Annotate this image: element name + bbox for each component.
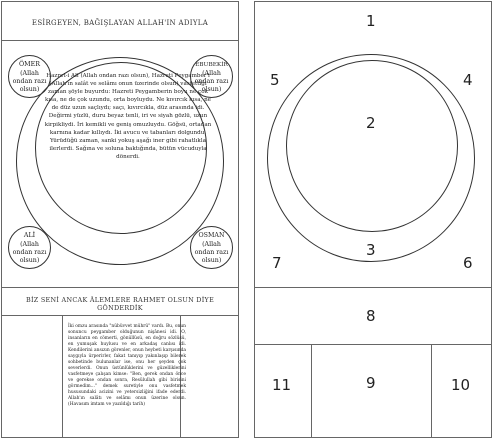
number-9: 9 [366, 374, 376, 392]
page-header: ESİRGEYEN, BAĞIŞLAYAN ALLAH'IN ADIYLA [31, 19, 209, 27]
section-divider-2 [255, 344, 491, 345]
number-10: 10 [451, 376, 471, 394]
corner-name-ebubekir: EBUBEKİR [195, 62, 228, 68]
verse-text: BİZ SENİ ANCAK ÂLEMLERE RAHMET OLSUN DİYE GÖNDERDİK [25, 296, 215, 312]
corner-blessing-osman: (Allah ondan razı olsun) [194, 241, 229, 264]
verse-divider-bottom [2, 315, 238, 316]
box-line-right [431, 344, 432, 437]
corner-circle-osman [190, 226, 233, 269]
corner-name-ali: ALİ [23, 232, 36, 239]
number-11: 11 [272, 376, 292, 394]
number-2: 2 [366, 114, 376, 132]
box-line-left [311, 344, 312, 437]
number-6: 6 [463, 254, 473, 272]
right-page [254, 1, 492, 438]
corner-blessing-ebubekir: (Allah ondan razı olsun) [194, 70, 229, 93]
column-line-left [62, 315, 63, 437]
number-7: 7 [272, 254, 282, 272]
corner-blessing-ali: (Allah ondan razı olsun) [12, 241, 47, 264]
number-1: 1 [366, 12, 376, 30]
corner-name-omer: ÖMER [19, 61, 40, 68]
header-divider [2, 40, 238, 41]
left-page [1, 1, 239, 438]
number-5: 5 [270, 71, 280, 89]
corner-name-osman: OSMAN [198, 232, 225, 239]
center-text: Hazret-i Ali (Allah ondan razı olsun), Hazreti Peygamber'i (Allah'ın salât ve selâmı onun üzerinde olsun) vasfettiği zaman şöyle buyurdu: Hazreti Peygamberin boyu ne çok kısa, ne de çok uzundu, orta boyluydu. Ne kıvırcık kısa, ne de düz uzun saçlıydı; saçı, kıvırcıkla, düz arasında idi. Değirmi yüzlü, duru beyaz tenli, iri ve siyah gözlü, uzun kirpikliydi. İri kemikli ve geniş omuzluydu. Göğsü, ortadan karnına kadar kıllıydı. İki avucu ve tabanları dolgundu. Yürüdüğü zaman, sanki yokuş aşağı iner gibi rahatlıkla ilerlerdi. Sağına ve soluna baktığında, bütün vücuduyla dönerdi. [44, 73, 212, 160]
verse-divider-top [2, 287, 238, 288]
section-divider-1 [255, 287, 491, 288]
number-3: 3 [366, 241, 376, 259]
inner-circle-right [286, 60, 458, 232]
body-text: İki omzu arasında "nübüvvet mührü" vardı. Bu, onun sonuncu peygamber olduğunun nişânesi idi. O, insanların en cömerti, gönüllüsü, en doğru sözlüsü, en yumuşak huylusu ve en arkadaş canlısı idi. Kendilerini ansızın görenler, onun heybeti karşısında saygıyla ürperirler, fakat tanıyıp yakınlaşıp bilerek sohbetinde bulunanlar ise, onu her şeyden çok severlerdi. Onun üstünlüklerini ve güzelliklerini vasfetmeye çalışan kimse: "Ben, gerek ondan önce ve gerekse ondan sonra, Resûlullah gibi birisini görmedim..." demek suretiyle onu vasfetmek hususundaki acizini ve yetersizliğini ifade ederdi. Allah'ın salâtı ve selâmı onun üzerine olsun. (Havasım imtam ve yazıldığı tarih) [68, 324, 186, 407]
corner-blessing-omer: (Allah ondan razı olsun) [12, 70, 47, 93]
number-8: 8 [366, 307, 376, 325]
number-4: 4 [463, 71, 473, 89]
